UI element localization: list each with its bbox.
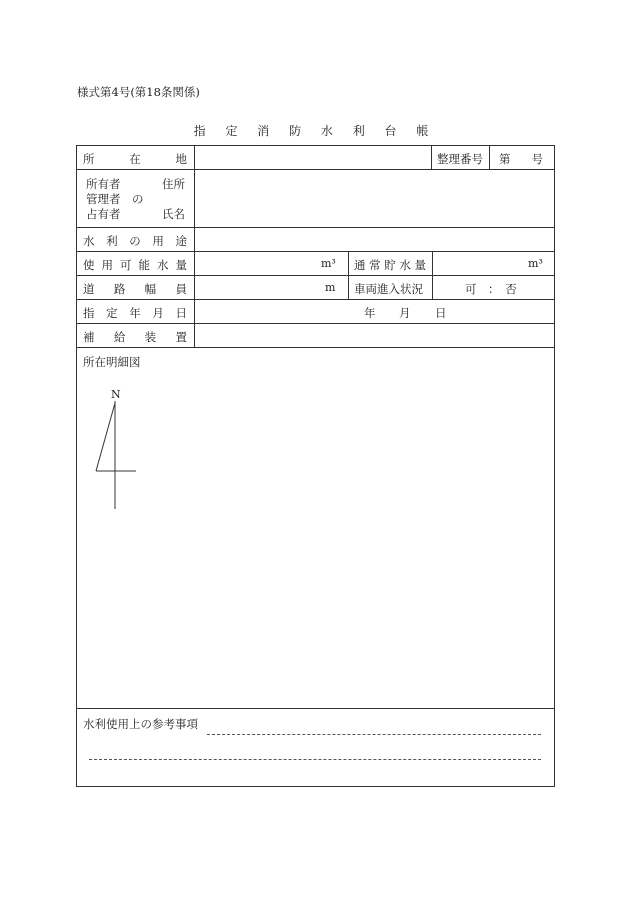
occupant-label: 占有者 — [86, 207, 121, 221]
row-divider — [77, 299, 554, 300]
label-column-divider — [194, 146, 195, 347]
usable-capacity-label: 使 用 可 能 水 量 — [83, 258, 187, 272]
designation-date-label: 指 定 年 月 日 — [83, 306, 187, 320]
location-map-label: 所在明細図 — [83, 355, 141, 369]
row-divider — [77, 227, 554, 228]
notes-line[interactable] — [207, 734, 541, 735]
page-title: 指 定 消 防 水 利 台 帳 — [193, 124, 437, 138]
row-divider — [77, 347, 554, 348]
storage-unit: m³ — [528, 257, 543, 270]
north-arrow-icon — [91, 401, 141, 511]
ledger-table — [76, 145, 555, 787]
name-label: 氏名 — [162, 207, 185, 221]
location-label: 所 在 地 — [83, 152, 187, 166]
north-label: N — [111, 388, 121, 401]
owner-label: 所有者 — [86, 177, 121, 191]
column-divider — [431, 146, 432, 169]
row-divider — [77, 169, 554, 170]
vehicle-access-value[interactable]: 可 ： 否 — [465, 282, 517, 296]
usage-notes-label: 水利使用上の参考事項 — [83, 717, 198, 731]
capacity-unit: m³ — [321, 257, 336, 270]
row-divider — [77, 708, 554, 709]
row-divider — [77, 323, 554, 324]
vehicle-access-label: 車両進入状況 — [354, 282, 423, 296]
date-month-label: 月 — [399, 306, 411, 320]
serial-number-field[interactable]: 第 号 — [499, 152, 543, 166]
notes-line[interactable] — [89, 759, 541, 760]
purpose-label: 水 利 の 用 途 — [83, 234, 187, 248]
column-divider — [432, 251, 433, 299]
row-divider — [77, 275, 554, 276]
road-width-unit: m — [325, 281, 336, 294]
serial-number-label: 整理番号 — [437, 152, 483, 166]
supply-device-label: 補 給 装 置 — [83, 330, 187, 344]
row-divider — [77, 251, 554, 252]
storage-label: 通 常 貯 水 量 — [354, 258, 426, 272]
road-width-label: 道 路 幅 員 — [83, 282, 187, 296]
manager-label: 管理者 の — [86, 192, 144, 206]
column-divider — [348, 251, 349, 299]
address-label: 住所 — [162, 177, 185, 191]
column-divider — [489, 146, 490, 169]
form-number: 様式第4号(第18条関係) — [77, 85, 200, 99]
date-year-label: 年 — [364, 306, 376, 320]
date-day-label: 日 — [435, 306, 447, 320]
